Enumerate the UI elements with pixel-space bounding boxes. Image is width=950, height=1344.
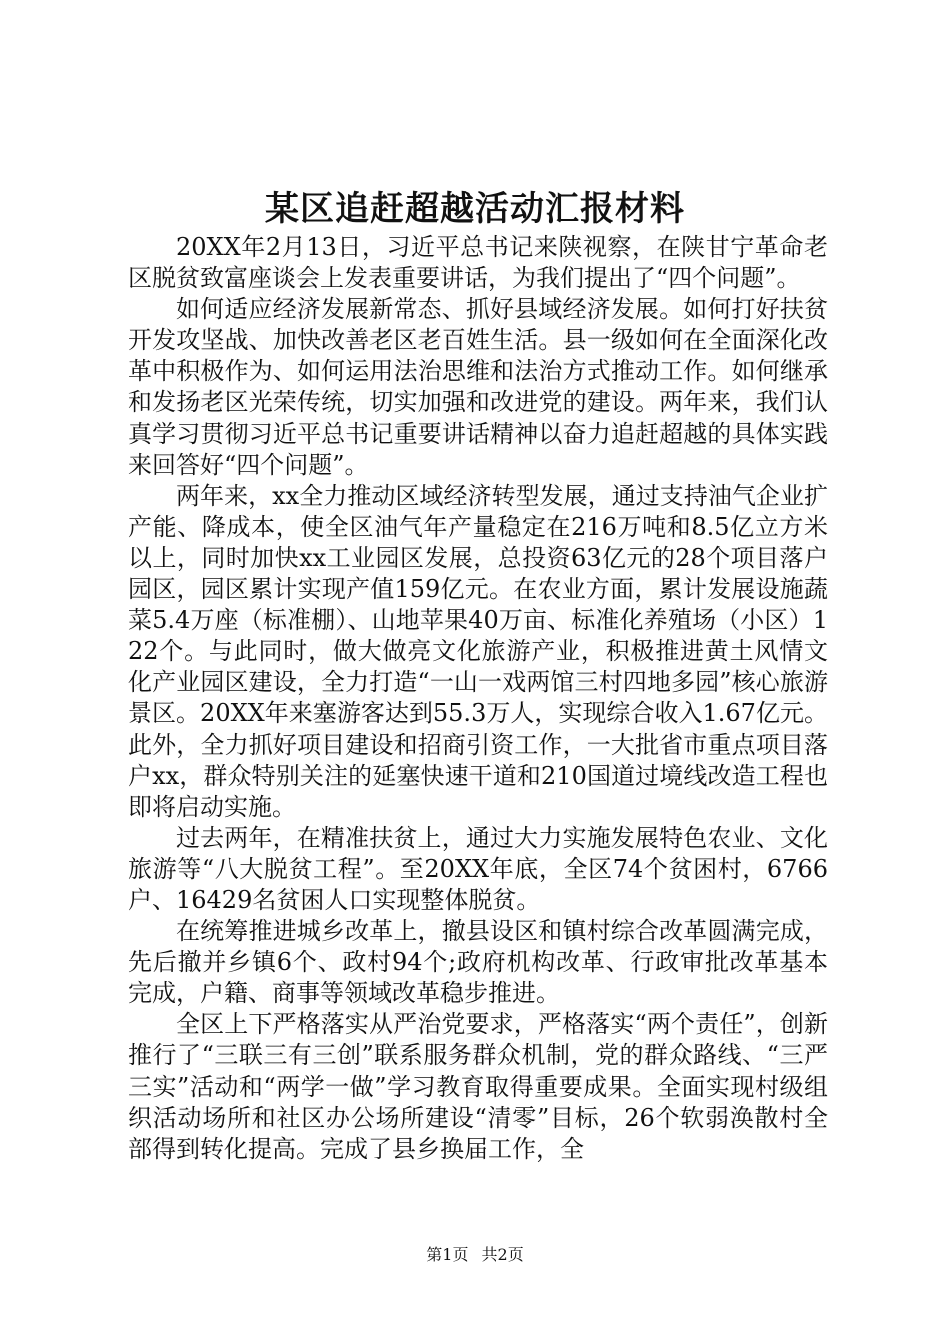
paragraph-1: 20XX年2月13日，习近平总书记来陕视察，在陕甘宁革命老区脱贫致富座谈会上发表重要讲话，为我们提出了“四个问题”。 bbox=[128, 233, 828, 293]
document-title: 某区追赶超越活动汇报材料 bbox=[265, 189, 685, 229]
paragraph-4: 过去两年，在精准扶贫上，通过大力实施发展特色农业、文化旅游等“八大脱贫工程”。至20XX年底，全区74个贫困村，6766户、16429名贫困人口实现整体脱贫。 bbox=[128, 823, 828, 914]
page-footer bbox=[0, 1243, 950, 1267]
paragraph-2: 如何适应经济发展新常态、抓好县域经济发展。如何打好扶贫开发攻坚战、加快改善老区老百姓生活。县一级如何在全面深化改革中积极作为、如何运用法治思维和法治方式推动工作。如何继承和发扬老区光荣传统，切实加强和改进党的建设。两年来，我们认真学习贯彻习近平总书记重要讲话精神以奋力追赶超越的具体实践来回答好“四个问题”。 bbox=[128, 295, 828, 479]
page-number-total: 共2页 bbox=[481, 1245, 524, 1264]
paragraph-3: 两年来，xx全力推动区域经济转型发展，通过支持油气企业扩产能、降成本，使全区油气年产量稳定在216万吨和8.5亿立方米以上，同时加快xx工业园区发展，总投资63亿元的28个项目落户园区，园区累计实现产值159亿元。在农业方面，累计发展设施蔬菜5.4万座（标准棚）、山地苹果40万亩、标准化养殖场（小区）122个。与此同时，做大做亮文化旅游产业，积极推进黄土风情文化产业园区建设，全力打造“一山一戏两馆三村四地多园”核心旅游景区。20XX年来塞游客达到55.3万人，实现综合收入1.67亿元。此外，全力抓好项目建设和招商引资工作，一大批省市重点项目落户xx，群众特别关注的延塞快速干道和210国道过境线改造工程也即将启动实施。 bbox=[128, 481, 828, 821]
paragraph-5: 在统筹推进城乡改革上，撤县设区和镇村综合改革圆满完成，先后撤并乡镇6个、政村94个;政府机构改革、行政审批改革基本完成，户籍、商事等领域改革稳步推进。 bbox=[128, 917, 828, 1008]
page-number-current: 第1页 bbox=[426, 1245, 469, 1264]
paragraph-6: 全区上下严格落实从严治党要求，严格落实“两个责任”，创新推行了“三联三有三创”联系服务群众机制，党的群众路线、“三严三实”活动和“两学一做”学习教育取得重要成果。全面实现村级组织活动场所和社区办公场所建设“清零”目标，26个软弱涣散村全部得到转化提高。完成了县乡换届工作，全 bbox=[128, 1010, 828, 1163]
document-body bbox=[128, 232, 828, 1165]
